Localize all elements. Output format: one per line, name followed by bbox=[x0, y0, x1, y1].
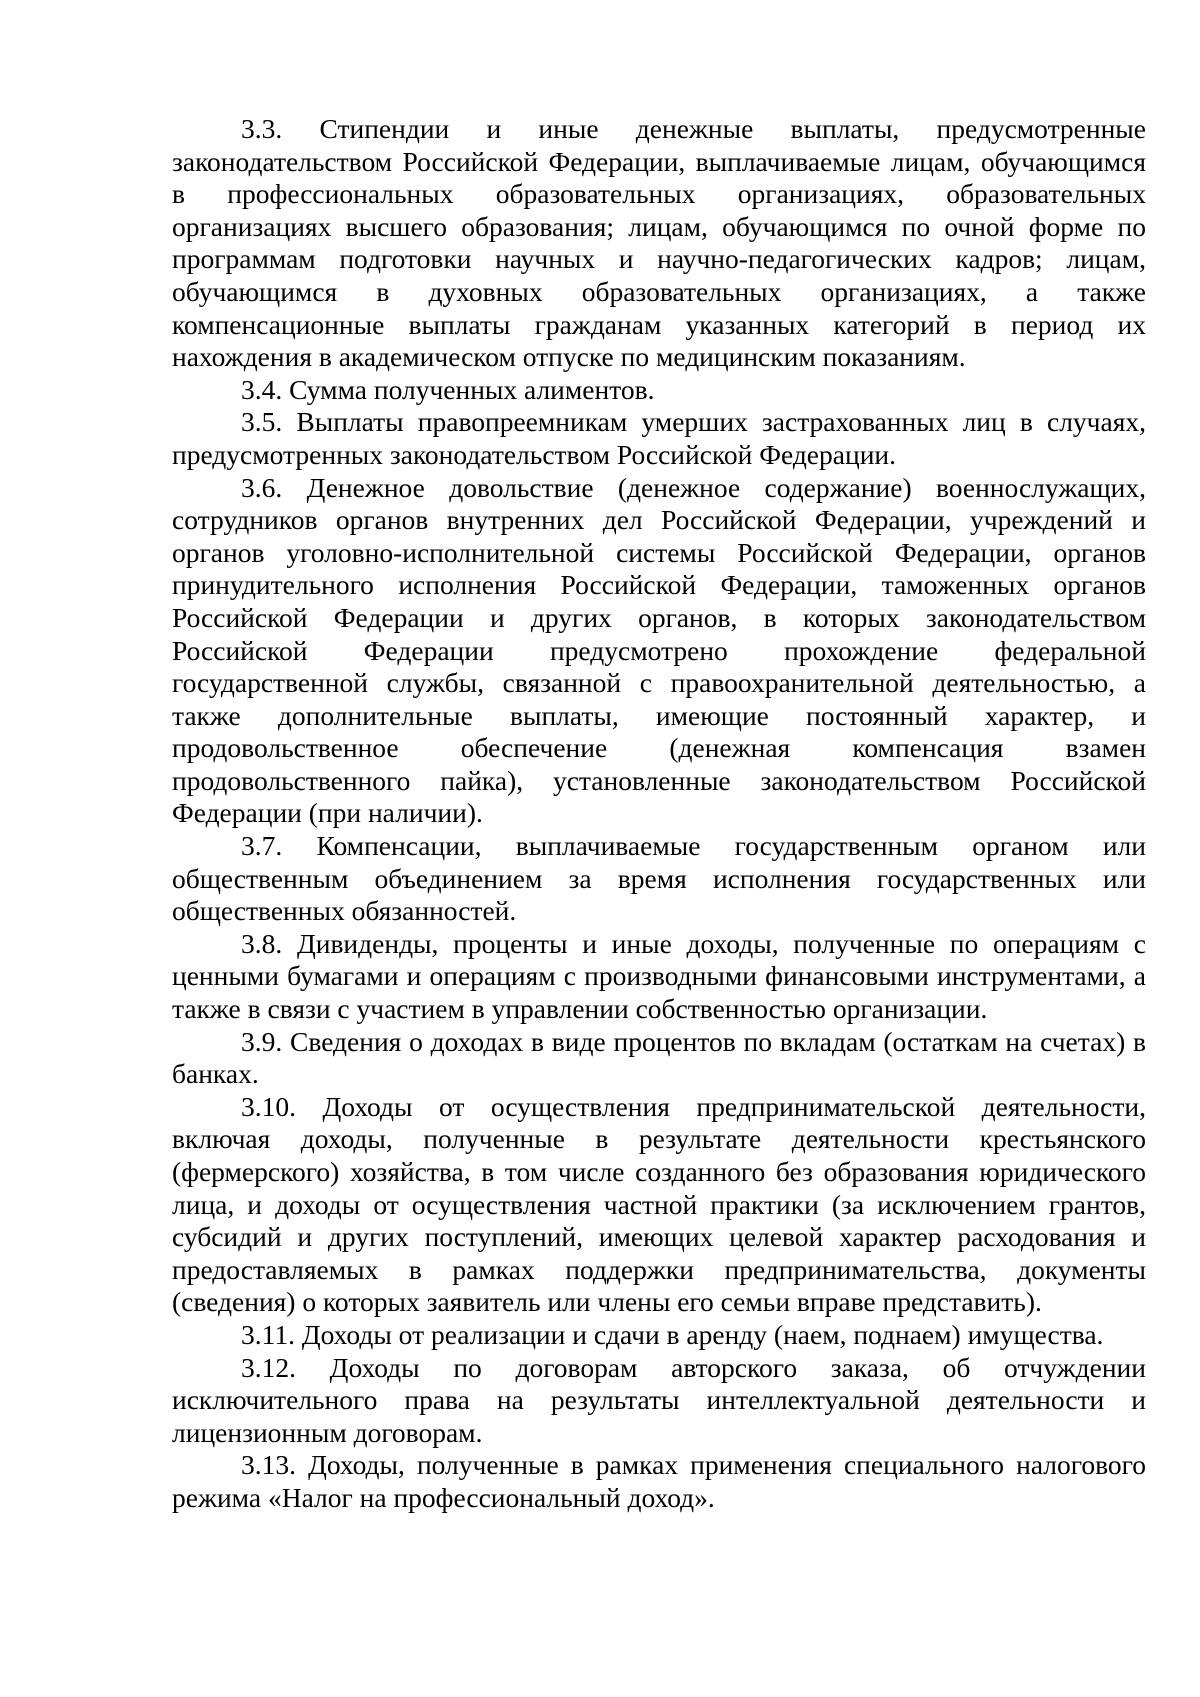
paragraph-3-5: 3.5. Выплаты правопреемникам умерших застрахованных лиц в случаях, предусмотренных законодательством Российской Федерации. bbox=[172, 406, 1146, 470]
paragraph-3-6: 3.6. Денежное довольствие (денежное содержание) военнослужащих, сотрудников органов внутренних дел Российской Федерации, учреждений и органов уголовно-исполнительной системы Российской Федерации, органов принудительного исполнения Российской Федерации, таможенных органов Российской Федерации и других органов, в которых законодательством Российской Федерации предусмотрено прохождение федеральной государственной службы, связанной с правоохранительной деятельностью, а также дополнительные выплаты, имеющие постоянный характер, и продовольственное обеспечение (денежная компенсация взамен продовольственного пайка), установленные законодательством Российской Федерации (при наличии). bbox=[172, 471, 1146, 829]
paragraph-3-4: 3.4. Сумма полученных алиментов. bbox=[241, 373, 655, 405]
paragraph-3-10: 3.10. Доходы от осуществления предпринимательской деятельности, включая доходы, полученные в результате деятельности крестьянского (фермерского) хозяйства, в том числе созданного без образования юридического лица, и доходы от осуществления частной практики (за исключением грантов, субсидий и других поступлений, имеющих целевой характер расходования и предоставляемых в рамках поддержки предпринимательства, документы (сведения) о которых заявитель или члены его семьи вправе представить). bbox=[172, 1090, 1146, 1318]
paragraph-3-11: 3.11. Доходы от реализации и сдачи в аренду (наем, поднаем) имущества. bbox=[241, 1318, 1104, 1350]
document-page bbox=[172, 113, 1146, 1515]
paragraph-3-13: 3.13. Доходы, полученные в рамках применения специального налогового режима «Налог на профессиональный доход». bbox=[172, 1449, 1146, 1513]
paragraph-3-8: 3.8. Дивиденды, проценты и иные доходы, полученные по операциям с ценными бумагами и операциям с производными финансовыми инструментами, а также в связи с участием в управлении собственностью организации. bbox=[172, 927, 1146, 1025]
paragraph-3-12: 3.12. Доходы по договорам авторского заказа, об отчуждении исключительного права на результаты интеллектуальной деятельности и лицензионным договорам. bbox=[172, 1351, 1146, 1448]
paragraph-3-7: 3.7. Компенсации, выплачиваемые государственным органом или общественным объединением за время исполнения государственных или общественных обязанностей. bbox=[172, 830, 1146, 927]
paragraph-3-9: 3.9. Сведения о доходах в виде процентов по вкладам (остаткам на счетах) в банках. bbox=[172, 1025, 1146, 1090]
paragraph-3-3: 3.3. Стипендии и иные денежные выплаты, предусмотренные законодательством Российской Федерации, выплачиваемые лицам, обучающимся в профессиональных образовательных организациях, образовательных организациях высшего образования; лицам, обучающимся по очной форме по программам подготовки научных и научно-педагогических кадров; лицам, обучающимся в духовных образовательных организациях, а также компенсационные выплаты гражданам указанных категорий в период их нахождения в академическом отпуске по медицинским показаниям. bbox=[172, 113, 1146, 373]
